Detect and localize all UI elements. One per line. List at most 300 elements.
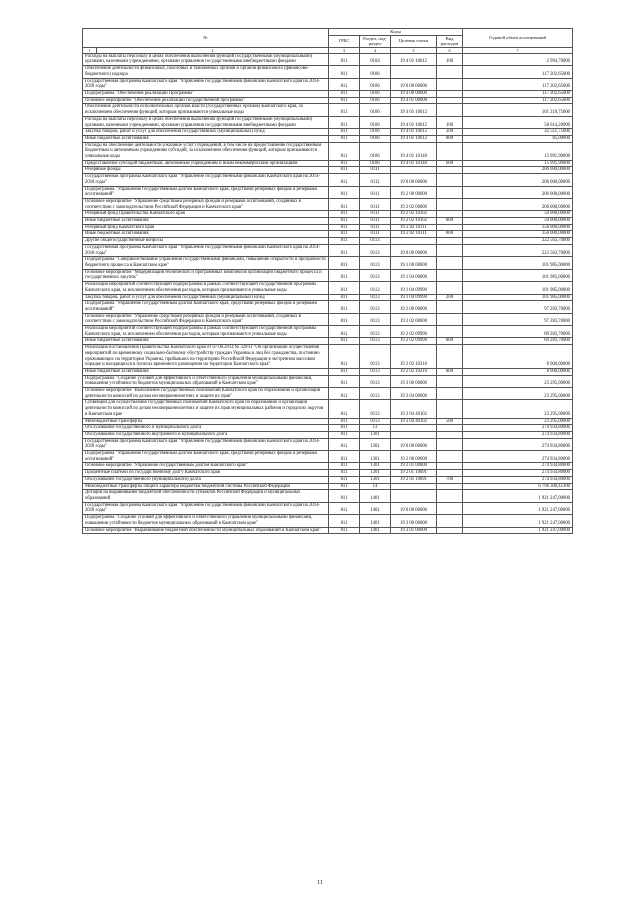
row-name: Государственная программа Камчатского края "Управление государственными финансами Камчатского края на 2014-2018 годы": [83, 78, 329, 90]
row-grbs: 811: [329, 425, 360, 432]
row-target-article: 19 3 04 40102: [391, 418, 437, 425]
row-expense-type: [437, 527, 463, 534]
row-expense-type: 800: [437, 368, 463, 375]
header-row: [83, 29, 573, 36]
row-name: Другие общегосударственные вопросы: [83, 238, 329, 245]
row-expense-type: [437, 515, 463, 527]
row-razdel: 0113: [360, 326, 391, 338]
row-annual-sum: 89 283,70000: [463, 326, 573, 338]
row-target-article: 19 2 02 10210: [391, 368, 437, 375]
row-grbs: 811: [329, 338, 360, 345]
row-target-article: [391, 483, 437, 490]
row-annual-sum: 50 000,00000: [463, 211, 573, 218]
row-name: Расходы на обеспечение деятельности (оказание услуг) учреждений, в том числе на предоставление государственным бюджетным и автономным учреждениям субсидий, за исключением обеспечения функций, которым присваиваются уникальные коды: [83, 142, 329, 160]
row-name: Обслуживание государственного внутреннего и муниципального долга: [83, 431, 329, 438]
row-expense-type: [437, 431, 463, 438]
row-annual-sum: 8 000,00000: [463, 345, 573, 369]
row-target-article: 19 3 00 00000: [391, 515, 437, 527]
table-row: [83, 515, 573, 527]
row-target-article: [391, 431, 437, 438]
row-grbs: 811: [329, 438, 360, 450]
table-row: [83, 238, 573, 245]
row-name: Резервный фонд Камчатского края: [83, 224, 329, 231]
table-row: [83, 224, 573, 231]
row-razdel: 0113: [360, 313, 391, 325]
row-razdel: 0113: [360, 400, 391, 418]
row-name: Подпрограмма "Создание условий для эффективного и ответственного управления муниципальными финансами, повышения устойчивости бюджетов муниципальных образований в Камчатском крае": [83, 375, 329, 387]
row-target-article: 19 2 00 00000: [391, 186, 437, 198]
table-body: [83, 53, 573, 533]
table-row: [83, 142, 573, 160]
row-name: Предоставление субсидий бюджетным, автономным учреждениям и иным некоммерческим организациям: [83, 160, 329, 167]
row-target-article: [391, 167, 437, 174]
row-annual-sum: 156 000,00000: [463, 224, 573, 231]
table-row: [83, 91, 573, 98]
row-razdel: 0113: [360, 345, 391, 369]
row-target-article: 19 4 01 10012: [391, 104, 437, 116]
table-row: [83, 338, 573, 345]
row-grbs: 811: [329, 282, 360, 294]
table-row: [83, 218, 573, 225]
column-number: 1: [83, 47, 97, 53]
row-annual-sum: 274 934,80000: [463, 438, 573, 450]
row-razdel: 0106: [360, 91, 391, 98]
table-row: [83, 490, 573, 502]
row-name: Дотации на выравнивание бюджетной обеспеченности субъектов Российской Федерации и муниципальных образований: [83, 490, 329, 502]
row-grbs: 811: [329, 167, 360, 174]
row-expense-type: [437, 244, 463, 256]
row-expense-type: [437, 470, 463, 477]
row-razdel: 0113: [360, 238, 391, 245]
row-target-article: 19 1 04 09990: [391, 294, 437, 301]
row-target-article: 19 2 02 10210: [391, 345, 437, 369]
row-annual-sum: 222 563,70000: [463, 244, 573, 256]
table-row: [83, 244, 573, 256]
row-annual-sum: 42 511,75000: [463, 129, 573, 136]
row-name: Процентные платежи по государственному долгу Камчатского края: [83, 470, 329, 477]
row-annual-sum: 206 000,00000: [463, 174, 573, 186]
row-annual-sum: 23 295,00000: [463, 418, 573, 425]
row-name: Обеспечение деятельности финансовых, налоговых и таможенных органов и органов финансового (финансово-бюджетного) надзора: [83, 66, 329, 78]
row-razdel: 0111: [360, 211, 391, 218]
row-expense-type: [437, 211, 463, 218]
row-target-article: 19 0 00 00000: [391, 78, 437, 90]
row-name: Закупка товаров, работ и услуг для обеспечения государственных (муниципальных) нужд: [83, 129, 329, 136]
row-grbs: 811: [329, 186, 360, 198]
table-row: [83, 375, 573, 387]
row-expense-type: [437, 78, 463, 90]
row-annual-sum: 23 295,00000: [463, 375, 573, 387]
row-grbs: 811: [329, 301, 360, 313]
table-row: [83, 313, 573, 325]
row-annual-sum: 206 000,00000: [463, 186, 573, 198]
row-expense-type: [437, 142, 463, 160]
row-annual-sum: 6 796 300,45100: [463, 483, 573, 490]
row-annual-sum: 274 934,80000: [463, 431, 573, 438]
row-target-article: 19 3 04 00000: [391, 388, 437, 400]
row-annual-sum: 89 283,70000: [463, 338, 573, 345]
table-row: [83, 231, 573, 238]
row-grbs: 811: [329, 326, 360, 338]
row-annual-sum: 117 202,65000: [463, 66, 573, 78]
header-codes: Коды: [329, 29, 463, 36]
table-row: [83, 116, 573, 128]
table-row: [83, 326, 573, 338]
row-name: Реализация постановления Правительства Камчатского края от 07.08.2014 № 329-П "Об организации осуществления мероприятий по временному социально-бытовому обустройству граждан Украины и лиц без гражданства, постоянно проживающих на территории Украины, прибывших на территорию Российской Федерации в экстренном массовом порядке и находящихся в пунктах временного размещения на территории Камчатского края": [83, 345, 329, 369]
column-number: 6: [437, 47, 463, 53]
row-grbs: 811: [329, 238, 360, 245]
row-annual-sum: 1 921 247,00000: [463, 527, 573, 534]
row-target-article: 19 1 04 09990: [391, 282, 437, 294]
row-name: Межбюджетные трансферты: [83, 418, 329, 425]
row-target-article: 19 2 02 09990: [391, 326, 437, 338]
row-name: Обеспечение деятельности исполнительных органов власти (государственных органов) Камчатского края, за исключением обеспечения функций, которым присваиваются уникальные коды: [83, 104, 329, 116]
row-annual-sum: 117 202,65000: [463, 78, 573, 90]
table-row: [83, 129, 573, 136]
row-grbs: 811: [329, 313, 360, 325]
row-razdel: 0113: [360, 338, 391, 345]
row-annual-sum: 274 934,80000: [463, 476, 573, 483]
row-annual-sum: 222 563,70000: [463, 238, 573, 245]
row-target-article: 19 2 01 00000: [391, 463, 437, 470]
row-grbs: 811: [329, 257, 360, 269]
row-target-article: 19 3 01 00000: [391, 527, 437, 534]
row-annual-sum: 1 921 247,00000: [463, 490, 573, 502]
row-expense-type: [437, 167, 463, 174]
row-expense-type: [437, 282, 463, 294]
row-target-article: 19 2 02 10102: [391, 218, 437, 225]
row-target-article: 19 0 00 00000: [391, 244, 437, 256]
row-razdel: 0106: [360, 104, 391, 116]
row-grbs: 811: [329, 244, 360, 256]
row-expense-type: [437, 345, 463, 369]
row-razdel: 0106: [360, 142, 391, 160]
table-row: [83, 368, 573, 375]
row-grbs: 811: [329, 368, 360, 375]
row-name: Обслуживание государственного и муниципального долга: [83, 425, 329, 432]
row-annual-sum: 156 000,00000: [463, 231, 573, 238]
row-annual-sum: 2 994,70000: [463, 53, 573, 65]
row-grbs: 811: [329, 160, 360, 167]
row-annual-sum: 101 985,00000: [463, 282, 573, 294]
row-razdel: 1401: [360, 527, 391, 534]
row-razdel: 0106: [360, 66, 391, 78]
row-expense-type: [437, 490, 463, 502]
row-grbs: 811: [329, 451, 360, 463]
row-annual-sum: 15 991,90000: [463, 160, 573, 167]
row-grbs: 811: [329, 490, 360, 502]
row-annual-sum: 1 921 247,00000: [463, 502, 573, 514]
row-expense-type: [437, 463, 463, 470]
row-razdel: 0111: [360, 231, 391, 238]
table-row: [83, 104, 573, 116]
table-row: [83, 431, 573, 438]
row-grbs: 811: [329, 388, 360, 400]
row-target-article: 19 4 01 10140: [391, 142, 437, 160]
table-row: [83, 527, 573, 534]
row-grbs: 811: [329, 104, 360, 116]
row-name: Подпрограмма "Совершенствование управления государственными финансами, повышение открытости и прозрачности бюджетного процесса в Камчатском крае": [83, 257, 329, 269]
row-expense-type: [437, 400, 463, 418]
row-grbs: 811: [329, 78, 360, 90]
row-expense-type: [437, 438, 463, 450]
row-razdel: 0106: [360, 129, 391, 136]
row-expense-type: 800: [437, 135, 463, 142]
row-annual-sum: 8 000,00000: [463, 368, 573, 375]
row-annual-sum: 97 283,70000: [463, 301, 573, 313]
row-target-article: 19 2 02 10111: [391, 224, 437, 231]
row-target-article: 19 0 00 00000: [391, 438, 437, 450]
row-annual-sum: 23 295,00000: [463, 388, 573, 400]
row-name: Закупка товаров, работ и услуг для обеспечения государственных (муниципальных) нужд: [83, 294, 329, 301]
row-razdel: 0106: [360, 97, 391, 104]
row-target-article: 19 3 04 40102: [391, 400, 437, 418]
row-expense-type: [437, 269, 463, 281]
row-name: Государственная программа Камчатского края "Управление государственными финансами Камчатского края на 2014-2018 годы": [83, 502, 329, 514]
row-grbs: 811: [329, 116, 360, 128]
row-name: Реализация мероприятий соответствующей подпрограммы в рамках соответствующей государственной программы Камчатского края, за исключением обеспечения расходов, которым присваиваются уникальные коды: [83, 326, 329, 338]
row-expense-type: 500: [437, 418, 463, 425]
row-razdel: 0106: [360, 116, 391, 128]
row-grbs: 811: [329, 375, 360, 387]
row-grbs: 811: [329, 97, 360, 104]
table-row: [83, 174, 573, 186]
row-target-article: 19 2 02 10111: [391, 231, 437, 238]
row-expense-type: [437, 104, 463, 116]
column-number: 2: [97, 47, 329, 53]
row-target-article: 19 4 01 10012: [391, 53, 437, 65]
row-razdel: 0113: [360, 257, 391, 269]
table-row: [83, 198, 573, 210]
header-number: №: [83, 29, 329, 48]
row-razdel: 1401: [360, 515, 391, 527]
row-annual-sum: 274 934,80000: [463, 463, 573, 470]
row-target-article: [391, 238, 437, 245]
table-row: [83, 438, 573, 450]
budget-table: [82, 28, 573, 534]
row-grbs: 811: [329, 129, 360, 136]
row-razdel: 0113: [360, 282, 391, 294]
row-razdel: 0113: [360, 375, 391, 387]
row-expense-type: 200: [437, 294, 463, 301]
table-row: [83, 167, 573, 174]
row-grbs: 811: [329, 345, 360, 369]
row-grbs: 811: [329, 198, 360, 210]
header-expense-type: Вид расходов: [437, 35, 463, 47]
table-row: [83, 418, 573, 425]
row-name: Подпрограмма "Управление государственным долгом Камчатского края, средствами резервных фондов и резервами ассигнований": [83, 301, 329, 313]
row-target-article: 19 1 04 00000: [391, 269, 437, 281]
row-expense-type: [437, 483, 463, 490]
row-annual-sum: 117 202,65000: [463, 97, 573, 104]
row-razdel: 1301: [360, 470, 391, 477]
row-grbs: 811: [329, 224, 360, 231]
row-grbs: 811: [329, 294, 360, 301]
row-expense-type: [437, 326, 463, 338]
row-razdel: 14: [360, 483, 391, 490]
row-expense-type: [437, 91, 463, 98]
row-name: Иные бюджетные ассигнования: [83, 231, 329, 238]
row-annual-sum: 58 614,20000: [463, 116, 573, 128]
row-grbs: 811: [329, 515, 360, 527]
row-annual-sum: 101 210,75000: [463, 104, 573, 116]
table-row: [83, 294, 573, 301]
row-annual-sum: 101 985,00000: [463, 257, 573, 269]
row-expense-type: [437, 186, 463, 198]
row-annual-sum: 15 991,90000: [463, 142, 573, 160]
row-grbs: 811: [329, 218, 360, 225]
row-razdel: 0113: [360, 418, 391, 425]
row-razdel: 0106: [360, 135, 391, 142]
row-expense-type: 800: [437, 231, 463, 238]
row-razdel: 1401: [360, 502, 391, 514]
row-grbs: 811: [329, 135, 360, 142]
row-expense-type: 100: [437, 116, 463, 128]
row-name: Подпрограмма "Управление государственным долгом Камчатского края, средствами резервных фондов и резервами ассигнований": [83, 451, 329, 463]
row-name: Резервные фонды: [83, 167, 329, 174]
row-target-article: 19 3 00 00000: [391, 375, 437, 387]
table-row: [83, 135, 573, 142]
row-expense-type: [437, 257, 463, 269]
row-grbs: 811: [329, 527, 360, 534]
row-grbs: 811: [329, 211, 360, 218]
row-expense-type: 700: [437, 476, 463, 483]
table-row: [83, 66, 573, 78]
row-name: Основное мероприятие "Обеспечение реализации государственной программы": [83, 97, 329, 104]
row-grbs: 811: [329, 463, 360, 470]
row-expense-type: [437, 238, 463, 245]
row-name: Основное мероприятие "Управление средствами резервных фондов и резервами ассигнований, созданных в соответствии с законодательством Российской Федерации и Камчатского края": [83, 313, 329, 325]
row-name: Подпрограмма "Создание условий для эффективного и ответственного управления муниципальными финансами, повышения устойчивости бюджетов муниципальных образований в Камчатском крае": [83, 515, 329, 527]
table-row: [83, 78, 573, 90]
table-row: [83, 483, 573, 490]
row-razdel: 0106: [360, 160, 391, 167]
row-grbs: 811: [329, 66, 360, 78]
row-grbs: 811: [329, 400, 360, 418]
row-name: Основное мероприятие "Управление государственным долгом Камчатского края": [83, 463, 329, 470]
row-annual-sum: 274 934,80000: [463, 425, 573, 432]
row-expense-type: 800: [437, 218, 463, 225]
row-name: Подпрограмма "Обеспечение реализации Программы": [83, 91, 329, 98]
table-row: [83, 476, 573, 483]
row-expense-type: [437, 313, 463, 325]
row-target-article: 19 4 01 10140: [391, 160, 437, 167]
row-annual-sum: 1 921 247,00000: [463, 515, 573, 527]
row-name: Межбюджетные трансферты общего характера бюджетам бюджетной системы Российской Федерации: [83, 483, 329, 490]
row-razdel: 1301: [360, 476, 391, 483]
row-grbs: 811: [329, 91, 360, 98]
row-target-article: 19 4 01 10012: [391, 129, 437, 136]
row-grbs: 811: [329, 431, 360, 438]
row-annual-sum: 101 985,00000: [463, 269, 573, 281]
row-annual-sum: 206 000,00000: [463, 198, 573, 210]
table-row: [83, 425, 573, 432]
row-annual-sum: 50 000,00000: [463, 218, 573, 225]
header-target-article: Целевая статья: [391, 35, 437, 47]
row-annual-sum: 23 295,00000: [463, 400, 573, 418]
row-expense-type: 800: [437, 338, 463, 345]
row-name: Иные бюджетные ассигнования: [83, 338, 329, 345]
row-target-article: 19 4 01 10012: [391, 135, 437, 142]
row-expense-type: [437, 66, 463, 78]
column-number: 3: [329, 47, 360, 53]
table-row: [83, 282, 573, 294]
row-annual-sum: 206 000,00000: [463, 167, 573, 174]
row-name: Основное мероприятие "Управление средствами резервных фондов и резервами ассигнований, созданных в соответствии с законодательством Российской Федерации и Камчатского края": [83, 198, 329, 210]
row-target-article: [391, 66, 437, 78]
table-row: [83, 345, 573, 369]
row-annual-sum: 117 202,65000: [463, 91, 573, 98]
row-grbs: 811: [329, 174, 360, 186]
row-name: Государственная программа Камчатского края "Управление государственными финансами Камчатского края на 2014-2018 годы": [83, 438, 329, 450]
row-name: Обслуживание государственного (муниципального) долга: [83, 476, 329, 483]
table-row: [83, 400, 573, 418]
row-name: Государственная программа Камчатского края "Управление государственными финансами Камчатского края на 2014-2018 годы": [83, 244, 329, 256]
row-target-article: 19 0 00 00000: [391, 502, 437, 514]
table-row: [83, 97, 573, 104]
row-razdel: 0111: [360, 224, 391, 231]
column-number: 4: [360, 47, 391, 53]
row-razdel: 0111: [360, 167, 391, 174]
row-razdel: 1301: [360, 451, 391, 463]
table-row: [83, 211, 573, 218]
row-target-article: 19 4 01 10012: [391, 116, 437, 128]
row-expense-type: [437, 224, 463, 231]
row-razdel: 0113: [360, 294, 391, 301]
row-annual-sum: 274 934,80000: [463, 470, 573, 477]
row-grbs: 811: [329, 231, 360, 238]
table-row: [83, 53, 573, 65]
row-expense-type: [437, 301, 463, 313]
row-name: Резервный фонд Правительства Камчатского края: [83, 211, 329, 218]
row-razdel: 1301: [360, 463, 391, 470]
row-expense-type: [437, 502, 463, 514]
row-target-article: 19 2 00 00000: [391, 451, 437, 463]
header-grbs: ГРБС: [329, 35, 360, 47]
row-name: Основное мероприятие "Модернизация технических и программных комплексов организации бюджетного процесса и государственных закупок": [83, 269, 329, 281]
row-name: Иные бюджетные ассигнования: [83, 135, 329, 142]
column-number: 7: [463, 47, 573, 53]
table-row: [83, 470, 573, 477]
row-razdel: 0113: [360, 269, 391, 281]
row-target-article: 19 2 02 10102: [391, 211, 437, 218]
row-grbs: 811: [329, 476, 360, 483]
row-name: Расходы на выплаты персоналу в целях обеспечения выполнения функций государственными (муниципальными) органами, казенными учреждениями, органами управления государственными внебюджетными фондами: [83, 53, 329, 65]
row-name: Иные бюджетные ассигнования: [83, 368, 329, 375]
row-razdel: 0113: [360, 244, 391, 256]
row-annual-sum: 274 934,80000: [463, 451, 573, 463]
table-row: [83, 451, 573, 463]
row-target-article: [391, 425, 437, 432]
table-row: [83, 269, 573, 281]
row-target-article: 19 4 00 00000: [391, 91, 437, 98]
row-razdel: 1401: [360, 490, 391, 502]
row-expense-type: [437, 388, 463, 400]
row-grbs: 811: [329, 53, 360, 65]
page-number: 11: [317, 880, 323, 886]
row-razdel: 0111: [360, 174, 391, 186]
table-row: [83, 463, 573, 470]
row-target-article: 19 2 02 09990: [391, 338, 437, 345]
row-expense-type: [437, 375, 463, 387]
row-expense-type: [437, 451, 463, 463]
row-razdel: 0106: [360, 78, 391, 90]
row-name: Субвенции для осуществления государственных полномочий Камчатского края по образованию и организации деятельности комиссий по делам несовершеннолетних и защите их прав муниципальных районов и городских округов в Камчатском крае: [83, 400, 329, 418]
row-razdel: 0111: [360, 186, 391, 198]
row-razdel: 0113: [360, 388, 391, 400]
row-target-article: 19 2 01 10091: [391, 476, 437, 483]
row-target-article: 19 2 00 00000: [391, 301, 437, 313]
